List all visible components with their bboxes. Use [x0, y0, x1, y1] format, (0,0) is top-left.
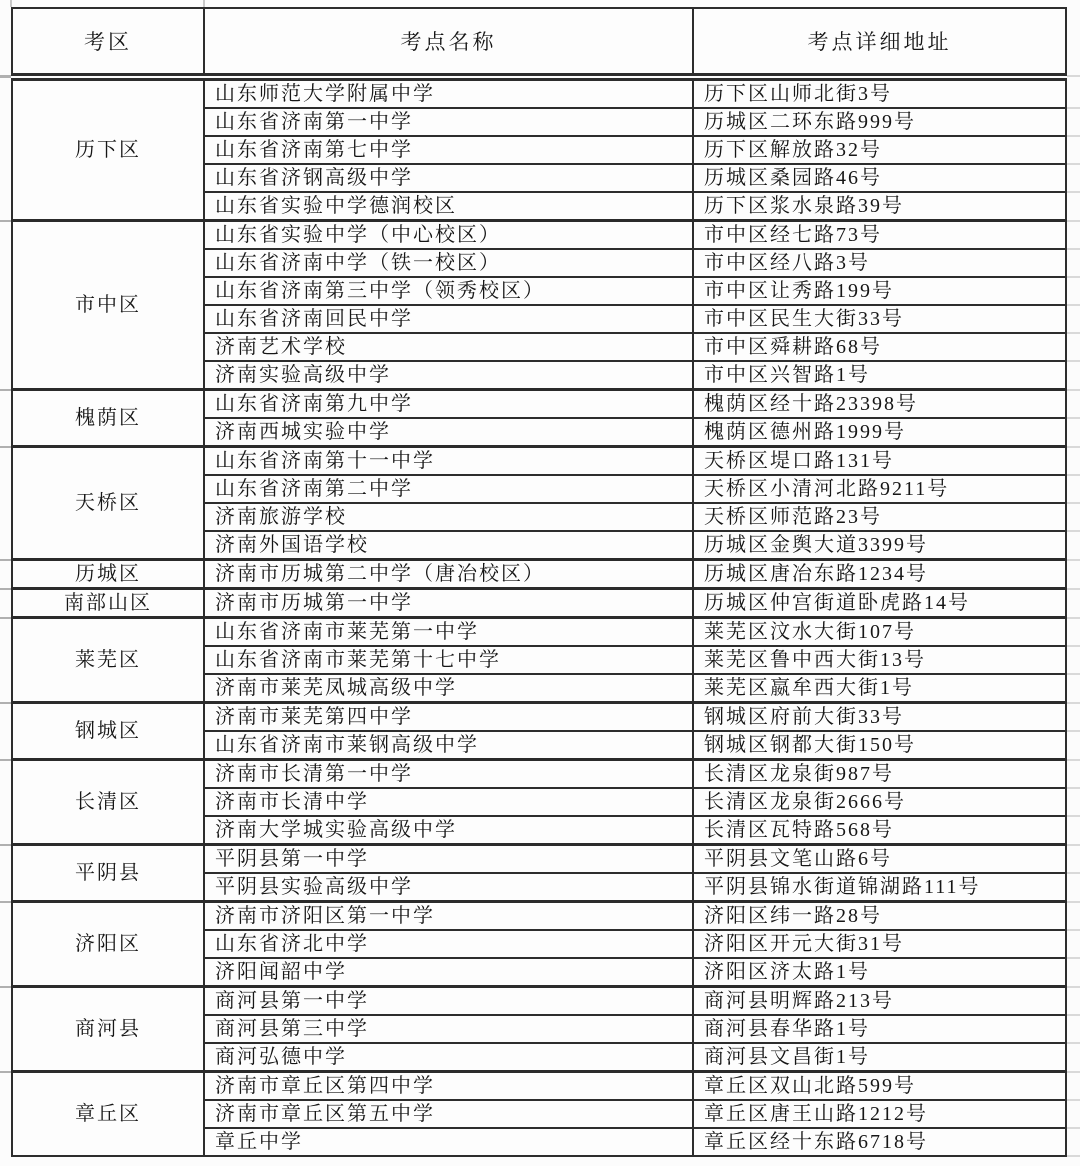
site-name-cell: 济南市长清中学: [204, 788, 693, 816]
table-line-artifact: [1067, 901, 1080, 903]
site-address-cell: 平阴县文笔山路6号: [693, 845, 1066, 874]
table-line-artifact: [1067, 759, 1080, 761]
district-cell: 章丘区: [12, 1072, 204, 1157]
table-line-artifact: [1067, 332, 1080, 334]
site-address-cell: 历城区金舆大道3399号: [693, 531, 1066, 560]
table-line-artifact: [0, 759, 11, 761]
site-address-cell: 钢城区府前大街33号: [693, 703, 1066, 732]
table-line-artifact: [1067, 986, 1080, 988]
table-line-artifact: [1067, 502, 1080, 504]
site-address-cell: 钢城区钢都大街150号: [693, 731, 1066, 760]
site-address-cell: 济阳区纬一路28号: [693, 902, 1066, 931]
table-line-artifact: [1067, 446, 1080, 448]
district-cell: 商河县: [12, 987, 204, 1072]
district-cell: 莱芜区: [12, 618, 204, 703]
district-cell: 天桥区: [12, 447, 204, 560]
site-address-cell: 天桥区师范路23号: [693, 503, 1066, 531]
site-address-cell: 槐荫区经十路23398号: [693, 390, 1066, 419]
site-name-cell: 商河县第一中学: [204, 987, 693, 1016]
district-cell: 长清区: [12, 760, 204, 845]
site-address-cell: 章丘区双山北路599号: [693, 1072, 1066, 1101]
site-name-cell: 济南市长清第一中学: [204, 760, 693, 789]
table-row: [12, 1072, 1066, 1101]
table-line-artifact: [0, 901, 11, 903]
table-line-artifact: [1067, 1127, 1080, 1129]
site-name-cell: 山东省济钢高级中学: [204, 164, 693, 192]
table-line-artifact: [1067, 559, 1080, 561]
site-address-cell: 市中区经八路3号: [693, 249, 1066, 277]
site-name-cell: 济南外国语学校: [204, 531, 693, 560]
site-name-cell: 济南市历城第一中学: [204, 589, 693, 618]
table-line-artifact: [0, 559, 11, 561]
table-line-artifact: [1067, 191, 1080, 193]
table-line-artifact: [0, 220, 11, 222]
table-row: [12, 589, 1066, 618]
table-row: [12, 845, 1066, 874]
table-line-artifact: [0, 76, 11, 78]
site-name-cell: 山东师范大学附属中学: [204, 77, 693, 108]
table-line-artifact: [1067, 929, 1080, 931]
table-row: [12, 221, 1066, 250]
site-address-cell: 历下区解放路32号: [693, 136, 1066, 164]
site-address-cell: 历下区山师北街3号: [693, 77, 1066, 108]
table-line-artifact: [1067, 304, 1080, 306]
table-line-artifact: [1067, 787, 1080, 789]
site-name-cell: 平阴县第一中学: [204, 845, 693, 874]
site-address-cell: 历下区浆水泉路39号: [693, 192, 1066, 221]
site-address-cell: 济阳区开元大街31号: [693, 930, 1066, 958]
site-address-cell: 济阳区济太路1号: [693, 958, 1066, 987]
site-name-cell: 山东省济北中学: [204, 930, 693, 958]
table-line-artifact: [1067, 872, 1080, 874]
site-address-cell: 商河县明辉路213号: [693, 987, 1066, 1016]
site-name-cell: 济南市历城第二中学（唐冶校区）: [204, 560, 693, 589]
site-address-cell: 商河县文昌街1号: [693, 1043, 1066, 1072]
table-line-artifact: [1067, 844, 1080, 846]
table-line-artifact: [1067, 474, 1080, 476]
site-address-cell: 商河县春华路1号: [693, 1015, 1066, 1043]
district-cell: 钢城区: [12, 703, 204, 760]
table-row: [12, 447, 1066, 476]
table-line-artifact: [1067, 588, 1080, 590]
table-line-artifact: [0, 844, 11, 846]
site-name-cell: 济南市莱芜凤城高级中学: [204, 674, 693, 703]
site-address-cell: 市中区民生大街33号: [693, 305, 1066, 333]
site-address-cell: 天桥区小清河北路9211号: [693, 475, 1066, 503]
table-header: [12, 8, 1066, 77]
site-name-cell: 山东省济南市莱芜第一中学: [204, 618, 693, 647]
table-line-artifact: [1067, 957, 1080, 959]
table-line-artifact: [1067, 1099, 1080, 1101]
table-line-artifact: [1067, 645, 1080, 647]
table-line-artifact: [1067, 1014, 1080, 1016]
table-row: [12, 902, 1066, 931]
table-row: [12, 560, 1066, 589]
table-line-artifact: [1067, 1071, 1080, 1073]
table-line-artifact: [1067, 530, 1080, 532]
site-name-cell: 平阴县实验高级中学: [204, 873, 693, 902]
site-address-cell: 槐荫区德州路1999号: [693, 418, 1066, 447]
table-line-artifact: [1067, 417, 1080, 419]
site-address-cell: 历城区唐冶东路1234号: [693, 560, 1066, 589]
table-line-artifact: [1067, 248, 1080, 250]
site-name-cell: 山东省济南回民中学: [204, 305, 693, 333]
site-address-cell: 历城区桑园路46号: [693, 164, 1066, 192]
table-line-artifact: [0, 446, 11, 448]
site-address-cell: 天桥区堤口路131号: [693, 447, 1066, 476]
table-row: [12, 987, 1066, 1016]
district-cell: 南部山区: [12, 589, 204, 618]
site-name-cell: 山东省济南第九中学: [204, 390, 693, 419]
header-site-name: 考点名称: [204, 8, 693, 77]
site-name-cell: 山东省济南第二中学: [204, 475, 693, 503]
site-name-cell: 济南市章丘区第四中学: [204, 1072, 693, 1101]
site-address-cell: 历城区二环东路999号: [693, 108, 1066, 136]
table-line-artifact: [1067, 107, 1080, 109]
site-name-cell: 济南市章丘区第五中学: [204, 1100, 693, 1128]
site-address-cell: 市中区兴智路1号: [693, 361, 1066, 390]
table-line-artifact: [203, 0, 205, 7]
table-line-artifact: [1067, 276, 1080, 278]
site-name-cell: 山东省济南第一中学: [204, 108, 693, 136]
site-name-cell: 济南实验高级中学: [204, 361, 693, 390]
site-name-cell: 济南旅游学校: [204, 503, 693, 531]
site-name-cell: 山东省实验中学德润校区: [204, 192, 693, 221]
site-name-cell: 济南西城实验中学: [204, 418, 693, 447]
site-name-cell: 山东省济南中学（铁一校区）: [204, 249, 693, 277]
site-address-cell: 历城区仲宫街道卧虎路14号: [693, 589, 1066, 618]
district-cell: 历城区: [12, 560, 204, 589]
table-line-artifact: [1067, 360, 1080, 362]
header-row: [12, 8, 1066, 77]
site-name-cell: 山东省济南市莱芜第十七中学: [204, 646, 693, 674]
site-name-cell: 济阳闻韶中学: [204, 958, 693, 987]
table-line-artifact: [0, 617, 11, 619]
site-name-cell: 山东省济南第七中学: [204, 136, 693, 164]
site-name-cell: 山东省济南市莱钢高级中学: [204, 731, 693, 760]
site-address-cell: 章丘区经十东路6718号: [693, 1128, 1066, 1156]
table-line-artifact: [1067, 163, 1080, 165]
site-name-cell: 山东省济南第三中学（领秀校区）: [204, 277, 693, 305]
table-row: [12, 618, 1066, 647]
table-line-artifact: [1067, 389, 1080, 391]
table-line-artifact: [1067, 617, 1080, 619]
table-line-artifact: [0, 588, 11, 590]
site-name-cell: 商河县第三中学: [204, 1015, 693, 1043]
table-line-artifact: [1067, 702, 1080, 704]
table-line-artifact: [1067, 673, 1080, 675]
header-exam-district: 考区: [12, 8, 204, 77]
table-body: [12, 77, 1066, 1156]
district-cell: 历下区: [12, 77, 204, 221]
site-address-cell: 章丘区唐王山路1212号: [693, 1100, 1066, 1128]
district-cell: 槐荫区: [12, 390, 204, 447]
table-line-artifact: [1067, 220, 1080, 222]
site-address-cell: 长清区龙泉街2666号: [693, 788, 1066, 816]
table-line-artifact: [0, 702, 11, 704]
table-line-artifact: [0, 986, 11, 988]
site-address-cell: 莱芜区鲁中西大街13号: [693, 646, 1066, 674]
site-name-cell: 山东省济南第十一中学: [204, 447, 693, 476]
district-cell: 济阳区: [12, 902, 204, 987]
site-address-cell: 平阴县锦水街道锦湖路111号: [693, 873, 1066, 902]
site-address-cell: 长清区龙泉街987号: [693, 760, 1066, 789]
table-line-artifact: [1067, 730, 1080, 732]
site-name-cell: 济南艺术学校: [204, 333, 693, 361]
site-address-cell: 长清区瓦特路568号: [693, 816, 1066, 845]
site-address-cell: 莱芜区嬴牟西大街1号: [693, 674, 1066, 703]
table-line-artifact: [0, 389, 11, 391]
table-row: [12, 703, 1066, 732]
district-cell: 平阴县: [12, 845, 204, 902]
site-address-cell: 莱芜区汶水大街107号: [693, 618, 1066, 647]
table-line-artifact: [0, 1071, 11, 1073]
table-row: [12, 760, 1066, 789]
table-row: [12, 390, 1066, 419]
header-site-address: 考点详细地址: [693, 8, 1066, 77]
site-name-cell: 山东省实验中学（中心校区）: [204, 221, 693, 250]
table-line-artifact: [1067, 135, 1080, 137]
table-line-artifact: [0, 75, 11, 77]
site-address-cell: 市中区舜耕路68号: [693, 333, 1066, 361]
exam-sites-table: [11, 7, 1067, 1157]
site-name-cell: 济南市济阳区第一中学: [204, 902, 693, 931]
site-name-cell: 济南大学城实验高级中学: [204, 816, 693, 845]
table-line-artifact: [10, 0, 12, 7]
table-line-artifact: [1067, 1155, 1080, 1157]
district-cell: 市中区: [12, 221, 204, 390]
table-line-artifact: [1067, 75, 1080, 77]
site-address-cell: 市中区让秀路199号: [693, 277, 1066, 305]
site-name-cell: 章丘中学: [204, 1128, 693, 1156]
table-line-artifact: [1067, 1042, 1080, 1044]
table-line-artifact: [1067, 815, 1080, 817]
site-address-cell: 市中区经七路73号: [693, 221, 1066, 250]
table-row: [12, 77, 1066, 108]
site-name-cell: 商河弘德中学: [204, 1043, 693, 1072]
site-name-cell: 济南市莱芜第四中学: [204, 703, 693, 732]
